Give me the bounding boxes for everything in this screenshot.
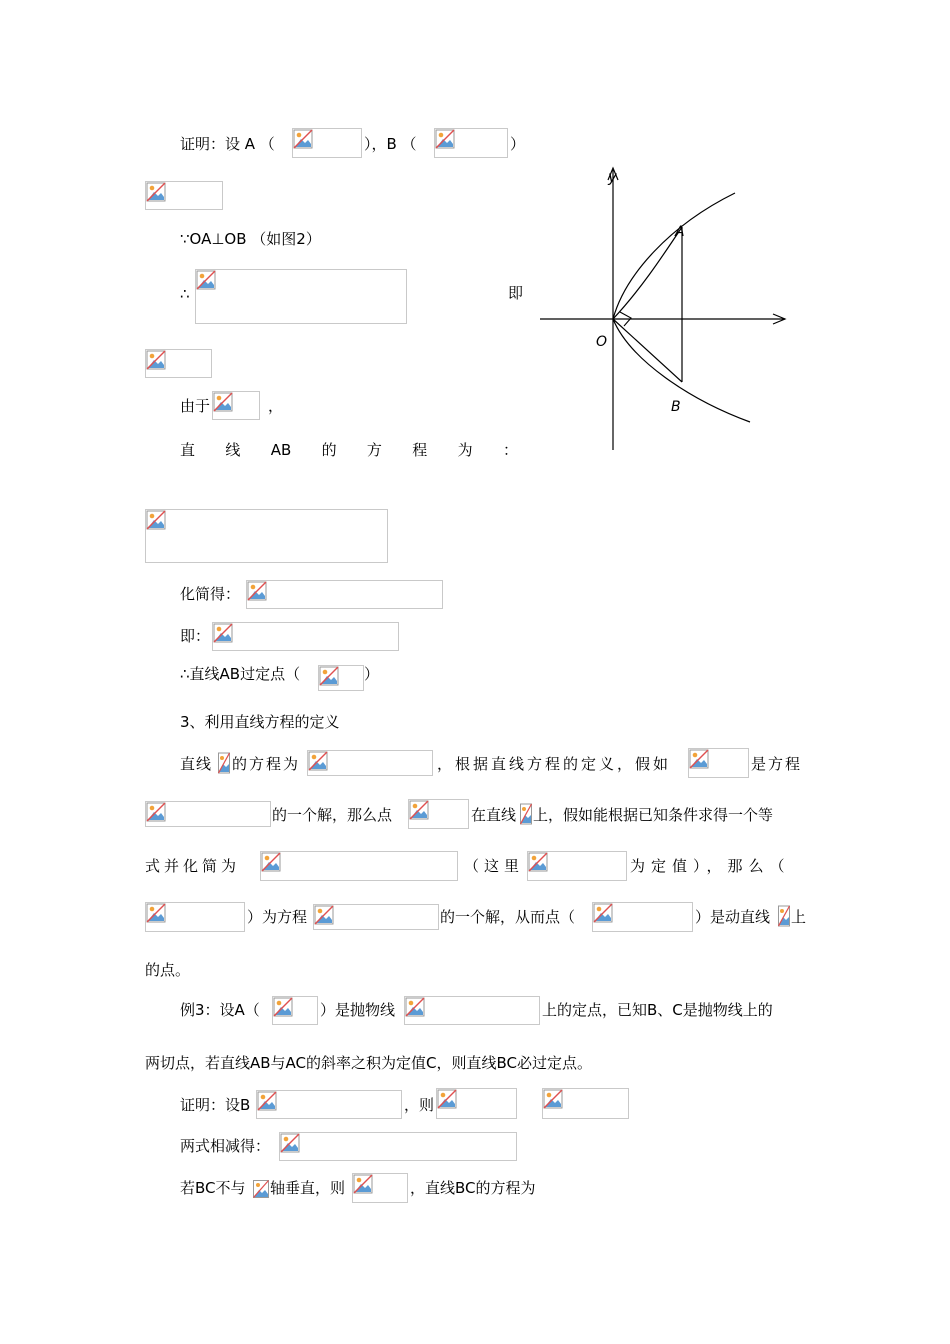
broken-image-icon [293, 129, 313, 149]
char: 直 [180, 441, 196, 459]
formula-image [145, 801, 271, 827]
broken-image-icon [405, 997, 425, 1017]
broken-image-icon [778, 905, 790, 927]
formula-image [195, 269, 407, 324]
proof1-fixed-prefix: ∴直线AB过定点（ [180, 665, 301, 683]
formula-image [145, 902, 245, 932]
formula-image [292, 128, 362, 158]
formula-image [542, 1088, 629, 1119]
formula-image [318, 665, 364, 691]
s3-text: 上 [791, 908, 807, 926]
section3-title: 3、利用直线方程的定义 [180, 713, 340, 731]
formula-image [404, 996, 540, 1025]
broken-image-icon [353, 1174, 373, 1194]
s3-text: 在直线 [471, 806, 517, 824]
broken-image-icon [280, 1133, 300, 1153]
formula-image [434, 128, 508, 158]
s3-text: 的一个解，从而点（ [440, 908, 576, 926]
formula-image [246, 580, 443, 609]
formula-image [145, 181, 223, 210]
proof1-youyu-suffix: ， [268, 397, 284, 415]
broken-image-icon [247, 581, 267, 601]
formula-image [592, 902, 693, 932]
formula-image [307, 750, 433, 776]
char: 程 [412, 441, 428, 459]
formula-image [313, 904, 439, 930]
char: AB [270, 441, 292, 459]
s3-text: 上，假如能根据已知条件求得一个等 [533, 806, 774, 824]
broken-image-icon [146, 350, 166, 370]
s3-text: ，根据直线方程的定义，假如 [437, 755, 672, 773]
s3-text: （这里 [464, 857, 525, 875]
broken-image-icon [435, 129, 455, 149]
s3-text: 的方程为 [232, 755, 301, 773]
broken-image-icon [218, 752, 230, 774]
broken-image-icon [593, 903, 613, 923]
formula-image [260, 851, 458, 881]
s3-text: ）是动直线 [695, 908, 771, 926]
proof1-perp: ∵OA⊥OB （如图2） [180, 230, 321, 248]
formula-image [256, 1090, 402, 1119]
s3-text: 的一个解，那么点 [272, 806, 393, 824]
proof1-ji2: 即： [180, 627, 211, 645]
proof1-line1-suffix: ） [510, 135, 526, 153]
proof1-simplify: 化简得： [180, 585, 241, 603]
broken-image-icon [528, 852, 548, 872]
ex3-text: ，直线BC的方程为 [410, 1179, 536, 1197]
ex3-text: 两切点，若直线AB与AC的斜率之积为定值C，则直线BC必过定点。 [145, 1054, 592, 1072]
s3-text: 的点。 [145, 961, 191, 979]
origin-label: O [596, 334, 608, 350]
broken-image-icon [314, 905, 334, 925]
proof1-line1-prefix: 证明：设 A （ [180, 135, 275, 153]
formula-image [145, 509, 388, 563]
broken-image-icon [689, 749, 709, 769]
y-label: y [608, 168, 617, 186]
formula-image [279, 1132, 517, 1161]
formula-image [272, 996, 318, 1025]
proof1-fixed-suffix: ） [364, 665, 380, 683]
point-a-label: A [675, 224, 685, 240]
broken-image-icon [273, 997, 293, 1017]
broken-image-icon [146, 510, 166, 530]
parabola-figure [530, 160, 800, 460]
ex3-text: 两式相减得： [180, 1137, 271, 1155]
ex3-text: 例3：设A（ [180, 1001, 260, 1019]
broken-image-icon [319, 666, 339, 686]
ex3-text: ，则 [404, 1096, 435, 1114]
broken-image-icon [543, 1089, 563, 1109]
broken-image-icon [213, 623, 233, 643]
formula-image [688, 748, 749, 778]
formula-image [212, 391, 260, 420]
line-ab-equation-label [180, 440, 518, 460]
broken-image-icon [146, 903, 166, 923]
broken-image-icon [253, 1180, 269, 1198]
s3-text: 直线 [180, 755, 213, 773]
parabola-upper [613, 193, 735, 319]
ex3-text: ）是抛物线 [320, 1001, 396, 1019]
s3-text: 是方程 [751, 755, 803, 773]
formula-image [527, 851, 627, 881]
broken-image-icon [409, 800, 429, 820]
s3-text: 式并化简为 [145, 857, 241, 875]
formula-image [436, 1088, 517, 1119]
broken-image-icon [257, 1091, 277, 1111]
ex3-text: 若BC不与 [180, 1179, 246, 1197]
point-b-label: B [671, 399, 681, 415]
formula-image [212, 622, 399, 651]
proof1-ji: 即 [508, 284, 524, 302]
broken-image-icon [520, 803, 532, 825]
ex3-text: 上的定点，已知B、C是抛物线上的 [542, 1001, 773, 1019]
broken-image-icon [437, 1089, 457, 1109]
s3-text: ）为方程 [247, 908, 308, 926]
broken-image-icon [146, 182, 166, 202]
broken-image-icon [213, 392, 233, 412]
ex3-text: 证明：设B [180, 1096, 251, 1114]
char: 为 [457, 441, 473, 459]
char: 的 [321, 441, 337, 459]
formula-image [145, 349, 212, 378]
char: 线 [225, 441, 241, 459]
proof1-therefore: ∴ [180, 285, 190, 303]
formula-image [352, 1173, 408, 1203]
formula-image [408, 799, 469, 829]
proof1-line1-mid: ），B （ [364, 135, 417, 153]
char: ： [502, 441, 518, 459]
ex3-text: 轴垂直，则 [270, 1179, 346, 1197]
broken-image-icon [146, 802, 166, 822]
s3-text: 为定值），那么（ [630, 857, 791, 875]
broken-image-icon [261, 852, 281, 872]
char: 方 [366, 441, 382, 459]
proof1-youyu-prefix: 由于 [180, 397, 211, 415]
segment-ob [613, 319, 682, 382]
broken-image-icon [308, 751, 328, 771]
broken-image-icon [196, 270, 216, 290]
segment-oa [613, 227, 682, 319]
